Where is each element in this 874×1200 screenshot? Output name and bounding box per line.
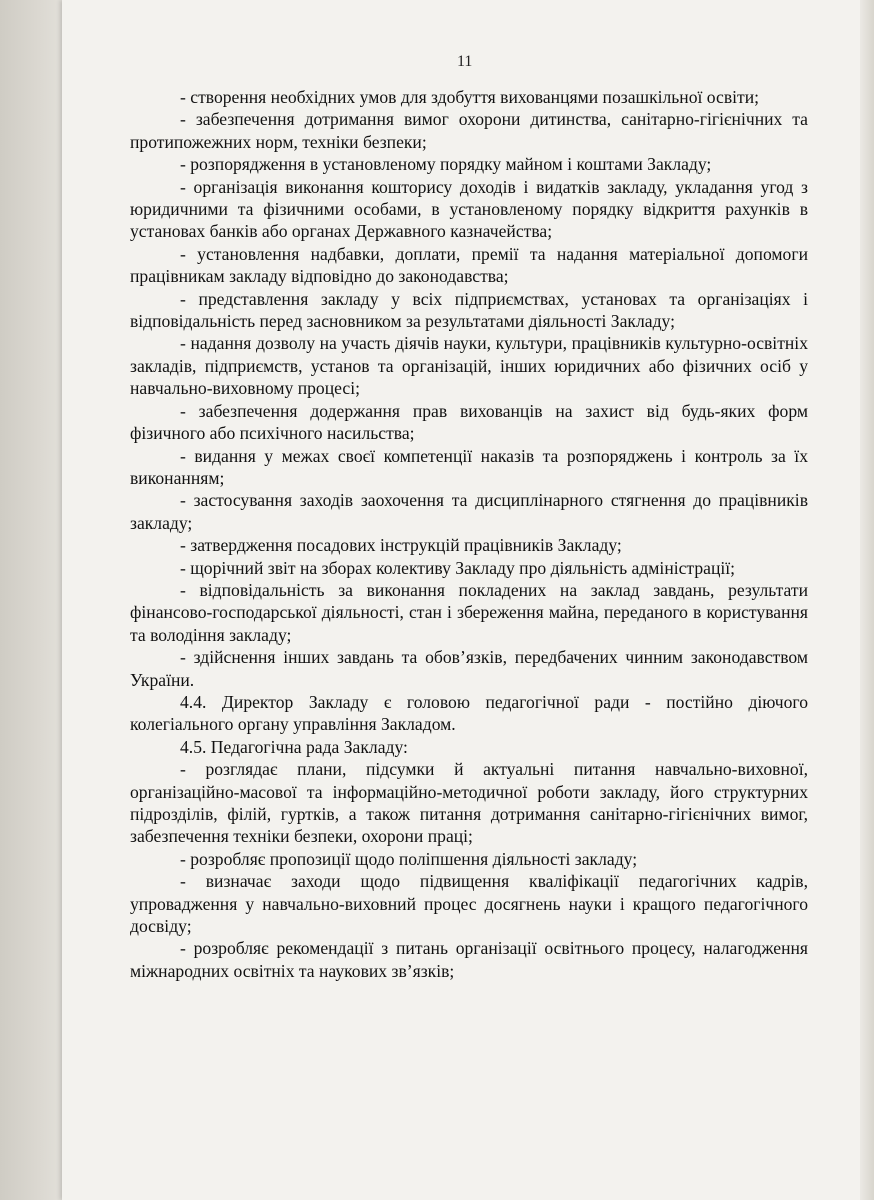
list-item: - розглядає плани, підсумки й актуальні питання навчально-виховної, організаційно-масової та інформаційно-методичної роботи закладу, його структурних підрозділів, філій, гуртків, а також питання дотримання санітарно-гігієнічних вимог, забезпечення техніки безпеки, охорони праці;	[130, 759, 808, 847]
previous-page-edge	[0, 0, 70, 1200]
list-item: - забезпечення додержання прав вихованців на захист від будь-яких форм фізичного або психічного насильства;	[130, 400, 808, 444]
list-item: - установлення надбавки, доплати, премії та надання матеріальної допомоги працівникам закладу відповідно до законодавства;	[130, 243, 808, 287]
list-item: - затвердження посадових інструкцій працівників Закладу;	[180, 535, 622, 556]
list-item: - представлення закладу у всіх підприємствах, установах та організаціях і відповідальність перед засновником за результатами діяльності Закладу;	[130, 288, 808, 332]
document-body	[130, 86, 808, 982]
page-right-edge	[860, 0, 874, 1200]
list-item: - визначає заходи щодо підвищення кваліфікації педагогічних кадрів, упровадження у навчально-виховний процес досягнень науки і кращого педагогічного досвіду;	[130, 871, 808, 937]
list-item: - організація виконання кошторису доходів і видатків закладу, укладання угод з юридичними та фізичними особами, в установленому порядку відкриття рахунків в установах банків або органах Державного казначейства;	[130, 176, 808, 242]
page-number: 11	[457, 53, 473, 70]
section-paragraph: 4.4. Директор Закладу є головою педагогічної ради - постійно діючого колегіального органу управління Закладом.	[130, 691, 808, 735]
list-item: - видання у межах своєї компетенції наказів та розпоряджень і контроль за їх виконанням;	[130, 445, 808, 488]
list-item: - застосування заходів заохочення та дисциплінарного стягнення до працівників закладу;	[130, 490, 808, 533]
section-heading: 4.5. Педагогічна рада Закладу:	[180, 736, 408, 757]
list-item: - забезпечення дотримання вимог охорони дитинства, санітарно-гігієнічних та протипожежних норм, техніки безпеки;	[130, 109, 808, 152]
list-item: - розробляє рекомендації з питань організації освітнього процесу, налагодження міжнародних освітніх та наукових зв’язків;	[130, 938, 808, 981]
list-item: - розробляє пропозиції щодо поліпшення діяльності закладу;	[180, 848, 638, 869]
list-item: - створення необхідних умов для здобуття вихованцями позашкільної освіти;	[180, 87, 760, 107]
list-item: - розпорядження в установленому порядку майном і коштами Закладу;	[180, 154, 712, 175]
list-item: - щорічний звіт на зборах колективу Закладу про діяльність адміністрації;	[180, 557, 736, 578]
list-item: - здійснення інших завдань та обов’язків, передбачених чинним законодавством України.	[130, 647, 808, 690]
list-item: - надання дозволу на участь діячів науки, культури, працівників культурно-освітніх закладів, підприємств, установ та організацій, інших юридичних або фізичних осіб у навчально-виховному процесі;	[130, 333, 808, 399]
list-item: - відповідальність за виконання покладених на заклад завдань, результати фінансово-господарської діяльності, стан і збереження майна, переданого в користування та володіння закладу;	[130, 579, 808, 645]
